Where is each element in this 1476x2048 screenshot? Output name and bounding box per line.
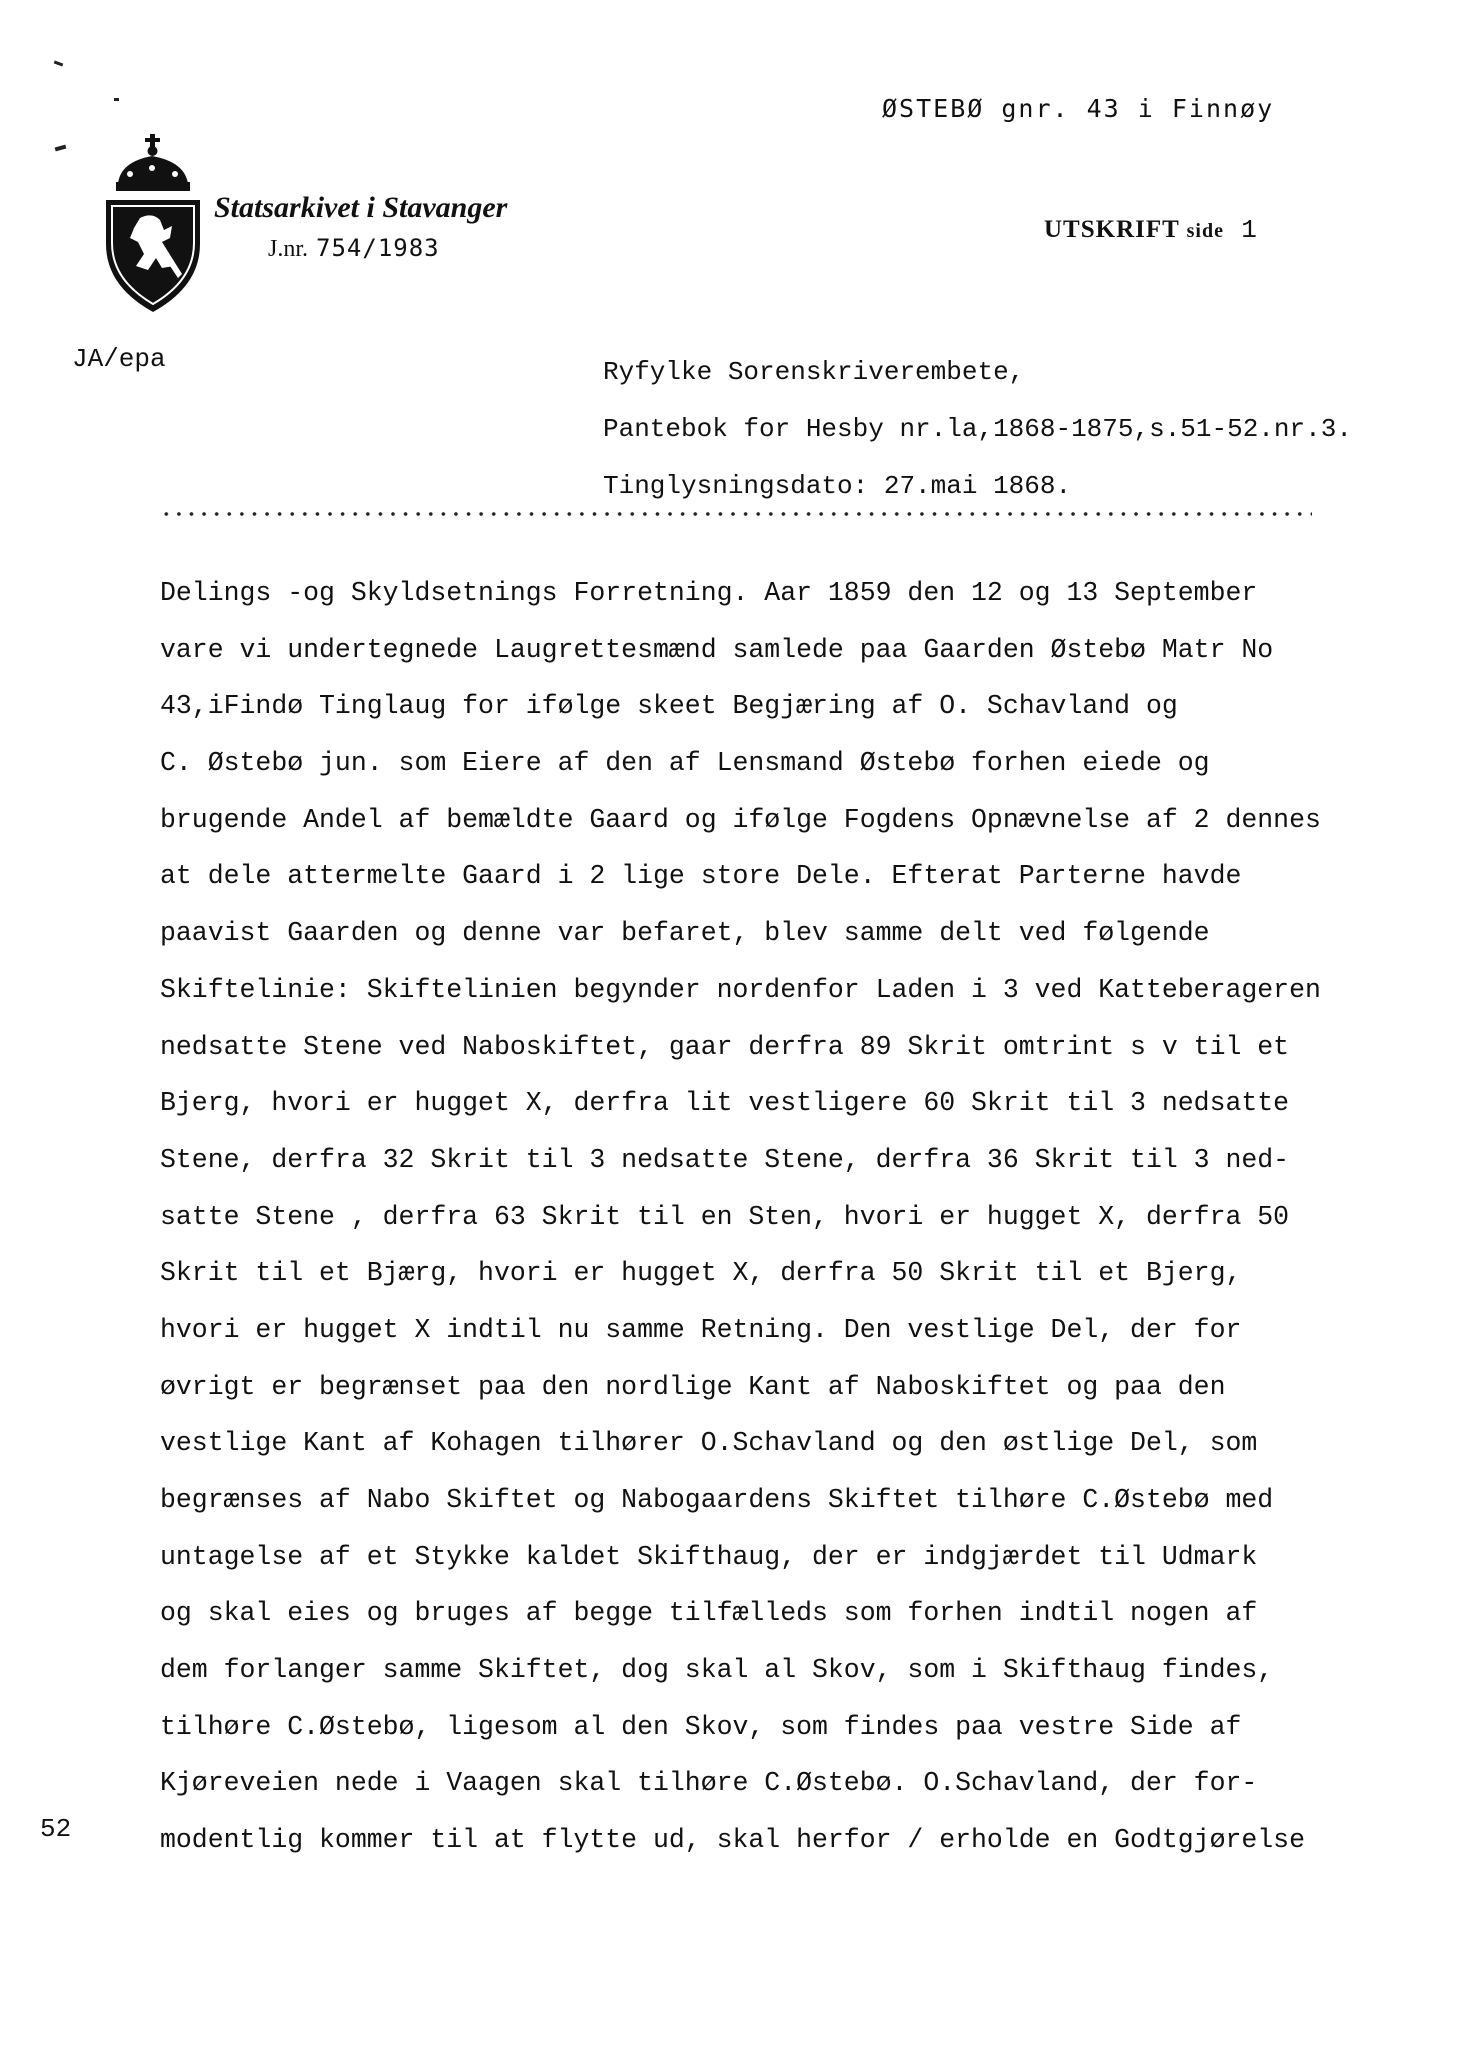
journal-value: 754/1983 bbox=[316, 234, 440, 262]
source-book: Pantebok for Hesby nr.la,1868-1875,s.51-52.nr.3. bbox=[603, 414, 1352, 444]
scan-mark bbox=[54, 61, 63, 67]
body-line: dem forlanger samme Skiftet, dog skal al Skov, som i Skifthaug findes, bbox=[160, 1655, 1274, 1686]
journal-label: J.nr. bbox=[268, 236, 309, 262]
archive-name: Statsarkivet i Stavanger bbox=[214, 191, 508, 224]
body-line: modentlig kommer til at flytte ud, skal herfor / erholde en Godtgjørelse bbox=[160, 1825, 1305, 1856]
scan-mark bbox=[114, 98, 119, 101]
transcript-page-header bbox=[1044, 215, 1258, 245]
body-line: Delings -og Skyldsetnings Forretning. Aar 1859 den 12 og 13 September bbox=[160, 578, 1258, 608]
side-label: side bbox=[1186, 220, 1224, 242]
body-line: hvori er hugget X indtil nu samme Retning. Den vestlige Del, der for bbox=[160, 1314, 1242, 1345]
body-line: Kjøreveien nede i Vaagen skal tilhøre C.Østebø. O.Schavland, der for- bbox=[160, 1768, 1258, 1799]
body-line: C. Østebø jun. som Eiere af den af Lensmand Østebø forhen eiede og bbox=[160, 748, 1210, 779]
property-reference: ØSTEBØ gnr. 43 i Finnøy bbox=[882, 94, 1275, 123]
source-reference bbox=[603, 344, 1352, 515]
body-line: og skal eies og bruges af begge tilfælleds som forhen indtil nogen af bbox=[160, 1598, 1258, 1629]
body-line: nedsatte Stene ved Naboskiftet, gaar derfra 89 Skrit omtrint s v til et bbox=[160, 1031, 1290, 1062]
body-line: paavist Gaarden og denne var befaret, blev samme delt ved følgende bbox=[160, 918, 1210, 949]
body-line: vare vi undertegnede Laugrettesmænd samlede paa Gaarden Østebø Matr No bbox=[160, 634, 1274, 665]
coat-of-arms-icon bbox=[100, 134, 206, 314]
page-number: 1 bbox=[1241, 215, 1258, 245]
journal-number bbox=[268, 234, 440, 263]
body-line: øvrigt er begrænset paa den nordlige Kant af Naboskiftet og paa den bbox=[160, 1371, 1226, 1402]
source-office: Ryfylke Sorenskriverembete, bbox=[603, 357, 1025, 387]
clerk-initials: JA/epa bbox=[72, 344, 166, 374]
dotted-divider bbox=[160, 512, 1312, 516]
body-line: Stene, derfra 32 Skrit til 3 nedsatte Stene, derfra 36 Skrit til 3 ned- bbox=[160, 1144, 1290, 1175]
body-line: 43,iFindø Tinglaug for ifølge skeet Begjæring af O. Schavland og bbox=[160, 691, 1178, 722]
margin-page-number: 52 bbox=[40, 1814, 72, 1844]
body-line: Skrit til et Bjærg, hvori er hugget X, derfra 50 Skrit til et Bjerg, bbox=[160, 1258, 1242, 1289]
body-line: brugende Andel af bemældte Gaard og ifølge Fogdens Opnævnelse af 2 dennes bbox=[160, 804, 1321, 835]
body-line: at dele attermelte Gaard i 2 lige store Dele. Efterat Parterne havde bbox=[160, 861, 1242, 892]
body-line: tilhøre C.Østebø, ligesom al den Skov, som findes paa vestre Side af bbox=[160, 1711, 1242, 1742]
source-registration-date: Tinglysningsdato: 27.mai 1868. bbox=[603, 471, 1072, 501]
scan-mark bbox=[55, 145, 67, 152]
body-line: begrænses af Nabo Skiftet og Nabogaardens Skiftet tilhøre C.Østebø med bbox=[160, 1485, 1274, 1515]
document-body bbox=[160, 565, 1460, 1869]
utskrift-label: UTSKRIFT bbox=[1044, 216, 1180, 243]
body-line: satte Stene , derfra 63 Skrit til en Sten, hvori er hugget X, derfra 50 bbox=[160, 1201, 1290, 1232]
body-line: Skiftelinie: Skiftelinien begynder nordenfor Laden i 3 ved Katteberageren bbox=[160, 974, 1321, 1005]
body-line: Bjerg, hvori er hugget X, derfra lit vestligere 60 Skrit til 3 nedsatte bbox=[160, 1088, 1290, 1119]
body-line: vestlige Kant af Kohagen tilhører O.Schavland og den østlige Del, som bbox=[160, 1428, 1258, 1459]
body-line: untagelse af et Stykke kaldet Skifthaug, der er indgjærdet til Udmark bbox=[160, 1541, 1258, 1572]
